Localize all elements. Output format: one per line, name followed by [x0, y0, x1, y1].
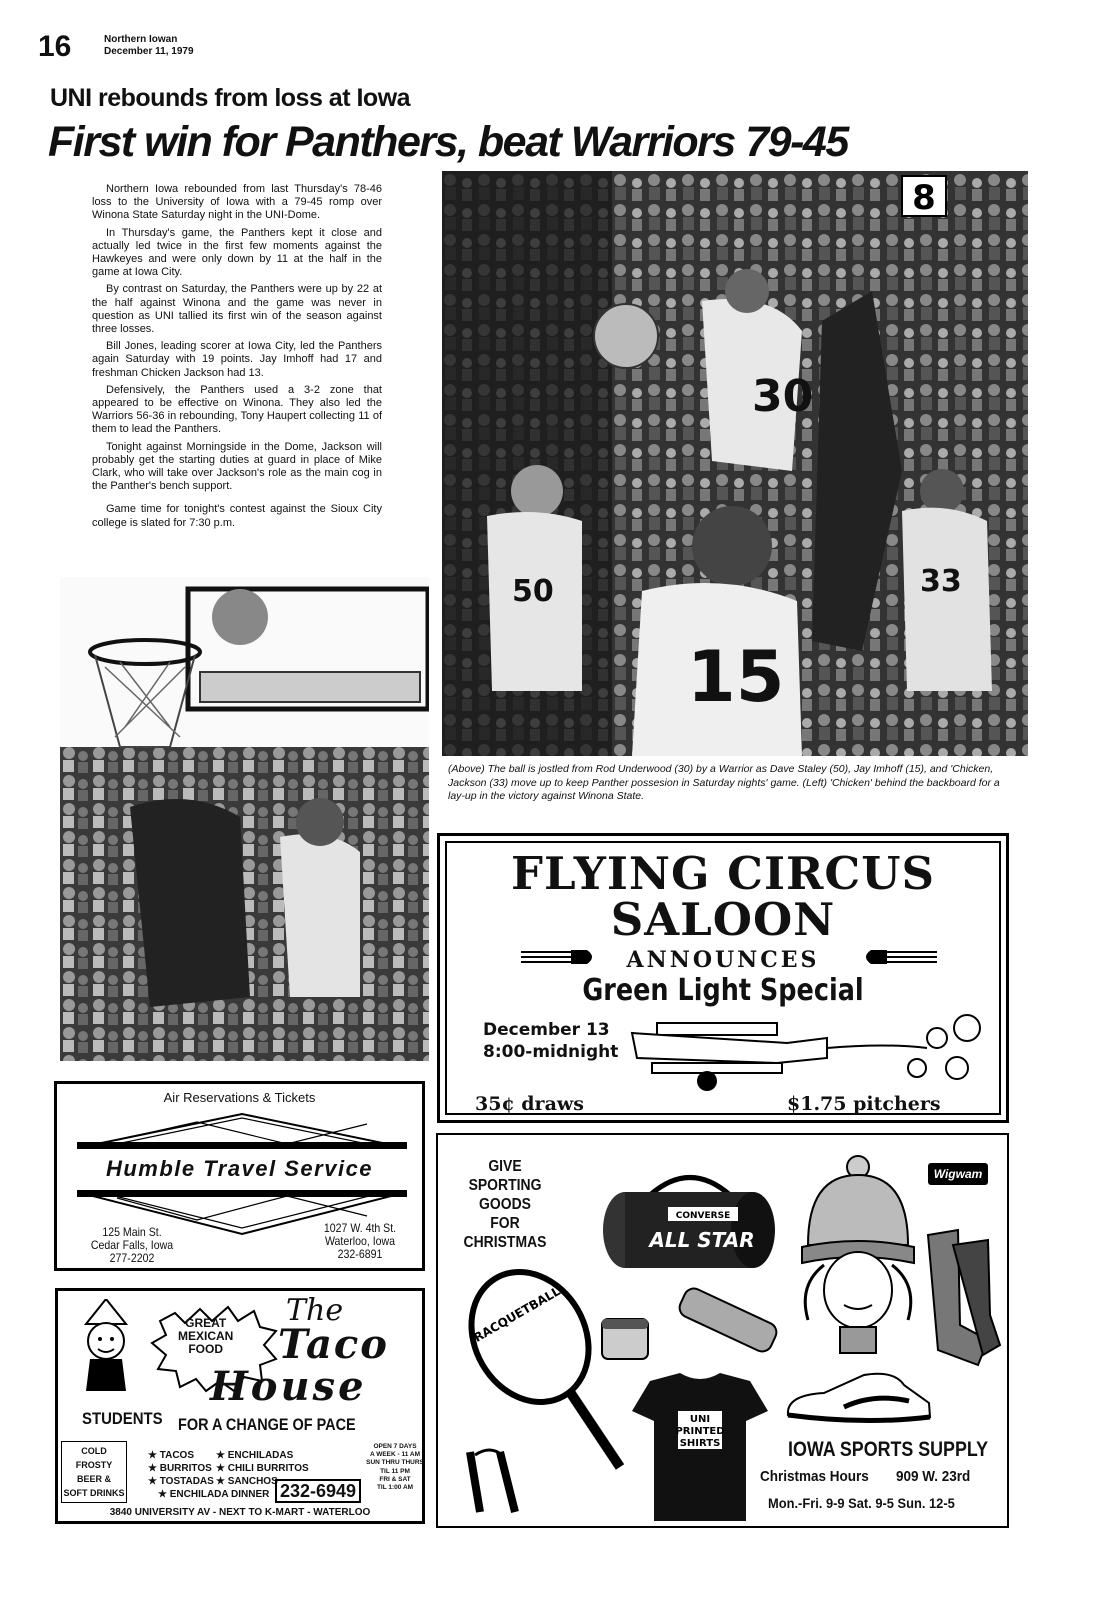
great-line: GREAT	[185, 1316, 227, 1330]
kicker-headline: UNI rebounds from loss at Iowa	[50, 84, 411, 112]
menu-item: ★ SANCHOS	[216, 1476, 278, 1487]
christmas-hours-label	[760, 1468, 970, 1485]
bag-brand: CONVERSE	[675, 1211, 731, 1221]
taco-word: Taco	[278, 1321, 389, 1368]
running-shoe-icon	[784, 1365, 934, 1427]
article-paragraph: In Thursday's game, the Panthers kept it close and actually led twice in the first few moments against the Hawkeyes and were only down by 11 at the half in the game at Iowa City.	[92, 226, 382, 279]
hours-line: TIL 1:00 AM	[376, 1484, 414, 1492]
address-line: 125 Main St.	[102, 1225, 162, 1239]
drinks-line: BEER &	[76, 1474, 111, 1484]
hours-line: OPEN 7 DAYS	[373, 1443, 417, 1450]
jersey-30: 30	[752, 371, 814, 422]
address-line: 232-6891	[337, 1247, 383, 1261]
travel-name: Humble Travel Service	[105, 1156, 374, 1181]
green-light-special: Green Light Special	[582, 973, 864, 1008]
circus-title-line2: SALOON	[610, 893, 836, 946]
drinks-line: COLD	[81, 1446, 107, 1456]
menu-item: ★ BURRITOS	[148, 1463, 212, 1474]
hours-line: A WEEK - 11 AM	[369, 1451, 421, 1459]
menu-item: ★ CHILI BURRITOS	[216, 1463, 309, 1474]
page-number: 16	[38, 30, 72, 63]
article-paragraph: Game time for tonight's contest against the Sioux City college is slated for 7:30 p.m.	[92, 503, 382, 529]
wigwam-logo: Wigwam	[928, 1163, 988, 1185]
publication-name: Northern Iowan	[104, 34, 178, 45]
wristband-icon	[600, 1313, 650, 1365]
shirt-text: UNI	[689, 1414, 711, 1425]
circus-time: 8:00-midnight	[483, 1042, 619, 1062]
address-line: Waterloo, Iowa	[324, 1234, 396, 1248]
woman-in-hat-icon	[788, 1155, 928, 1355]
article-paragraph: Tonight against Morningside in the Dome, Jackson will probably get the starting duties at guard in place of Mike Clark, who will take over Jackson's role as the main cog in the Panther's bench support.	[92, 440, 382, 493]
menu-item: ★ ENCHILADA DINNER	[158, 1489, 270, 1500]
sports-address: 909 W. 23rd	[895, 1468, 971, 1485]
circus-draws: 35¢ draws	[475, 1093, 584, 1115]
circus-title-line1: FLYING CIRCUS	[511, 847, 935, 900]
main-game-photo	[442, 171, 1028, 756]
main-headline: First win for Panthers, beat Warriors 79-45	[48, 118, 848, 166]
biplane-icon	[627, 1003, 997, 1093]
give-line: GIVE	[488, 1158, 522, 1175]
address-line: 1027 W. 4th St.	[323, 1221, 397, 1235]
photo-caption: (Above) The ball is jostled from Rod Underwood (30) by a Warrior as Dave Staley (50), Jay Imhoff (15), and 'Chicken, Jackson (33) move up to keep Panther possesion in Saturday nights' game. (Left) 'Chicken' behind the backboard for a lay-up in the victory against Winona State.	[448, 763, 1000, 802]
pointing-hand-icon	[857, 947, 937, 967]
jersey-15: 15	[687, 636, 785, 718]
menu-item: ★ TACOS	[148, 1450, 195, 1461]
house-word: House	[210, 1363, 367, 1410]
travel-tagline: Air Reservations & Tickets	[163, 1090, 316, 1105]
socks-icon	[908, 1225, 1003, 1375]
drinks-line: SOFT DRINKS	[63, 1488, 125, 1498]
taco-drinks-box	[61, 1441, 127, 1503]
great-line: MEXICAN	[178, 1329, 234, 1343]
store-hours: Mon.-Fri. 9-9 Sat. 9-5 Sun. 12-5	[768, 1495, 955, 1511]
give-sporting-goods	[456, 1157, 555, 1252]
give-line: FOR	[490, 1215, 520, 1232]
hours-line: TIL 11 PM	[380, 1467, 410, 1475]
iowa-sports-supply-ad	[436, 1133, 1009, 1528]
racquet-label: RACQUETBALL	[471, 1284, 563, 1345]
flying-circus-ad	[437, 833, 1009, 1123]
taco-students: STUDENTS	[82, 1409, 163, 1428]
uni-shirt-icon	[630, 1371, 770, 1523]
wing-top-icon	[77, 1112, 407, 1150]
article-paragraph: Bill Jones, leading scorer at Iowa City, led the Panthers again Saturday with 19 points. Jay Imhoff had 17 and freshman Chicken Jackson had 13.	[92, 340, 382, 379]
travel-address-cedar-falls	[84, 1226, 181, 1265]
gym-bag-icon	[600, 1165, 778, 1275]
article-paragraph: Northern Iowa rebounded from last Thursday's 78-46 loss to the University of Iowa with a 79-45 romp over Winona State Saturday night in the UNI-Dome.	[92, 183, 382, 222]
great-mexican-food	[178, 1317, 233, 1356]
address-line: Cedar Falls, Iowa	[90, 1238, 174, 1252]
article-body	[92, 183, 382, 534]
taco-house-ad	[55, 1288, 425, 1524]
travel-address-waterloo	[312, 1222, 409, 1261]
hand-grip-icon	[460, 1447, 532, 1517]
taco-the: The	[286, 1293, 344, 1328]
taco-change-of-pace: FOR A CHANGE OF PACE	[178, 1415, 356, 1434]
article-paragraph: Defensively, the Panthers used a 3-2 zone that appeared to be effective on Winona. They also led the Warriors 56-36 in rebounding, Tony Haupert collecting 11 of them to lead the Panthers.	[92, 383, 382, 436]
humble-travel-ad	[54, 1081, 425, 1271]
taco-hours	[366, 1443, 424, 1492]
layup-photo	[60, 577, 429, 1061]
shirt-text: SHIRTS	[679, 1438, 721, 1449]
drinks-line: FROSTY	[75, 1460, 113, 1470]
circus-pitchers: $1.75 pitchers	[787, 1093, 941, 1115]
christmas-hours-text: Christmas Hours	[760, 1468, 869, 1485]
publication-info	[104, 34, 194, 58]
address-line: 277-2202	[109, 1251, 155, 1265]
mascot-icon	[66, 1299, 146, 1399]
give-line: CHRISTMAS	[463, 1234, 547, 1251]
jersey-50: 50	[512, 574, 554, 609]
hours-line: FRI & SAT	[379, 1475, 411, 1483]
circus-announces: ANNOUNCES	[626, 947, 820, 973]
headband-icon	[673, 1285, 783, 1365]
hours-line: SUN THRU THURS	[366, 1459, 424, 1467]
give-line: SPORTING GOODS	[468, 1177, 542, 1213]
sports-store-name: IOWA SPORTS SUPPLY	[788, 1438, 989, 1461]
article-paragraph: By contrast on Saturday, the Panthers were up by 22 at the half against Winona and the game was never in question as UNI tallied its first win of the season against three losses.	[92, 283, 382, 336]
taco-address: 3840 UNIVERSITY AV - NEXT TO K-MART - WATERLOO	[109, 1507, 371, 1518]
publication-date: December 11, 1979	[104, 46, 194, 57]
shirt-text: PRINTED	[675, 1426, 725, 1437]
scoreboard-digit: 8	[912, 178, 936, 218]
menu-item: ★ TOSTADAS	[148, 1476, 214, 1487]
bag-all-star: ALL STAR	[649, 1228, 755, 1252]
taco-phone: 232-6949	[275, 1479, 361, 1503]
circus-date: December 13	[483, 1020, 610, 1040]
menu-item: ★ ENCHILADAS	[216, 1450, 294, 1461]
great-line: FOOD	[188, 1342, 223, 1356]
jersey-33: 33	[920, 564, 962, 599]
racquet-icon	[460, 1267, 630, 1477]
